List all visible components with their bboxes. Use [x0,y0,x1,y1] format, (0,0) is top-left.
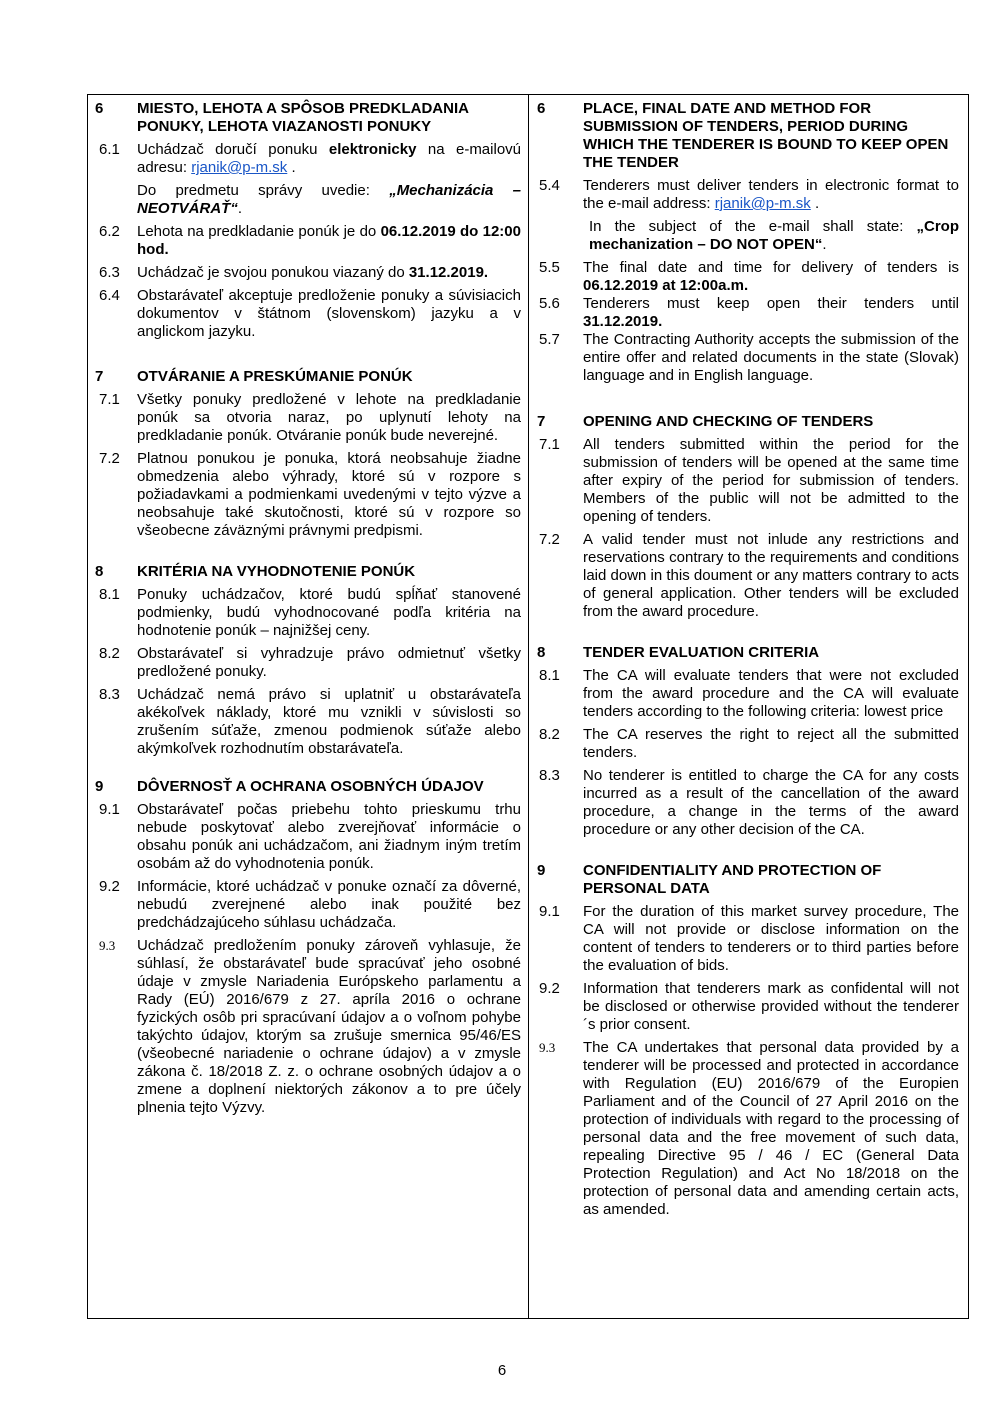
clause-8-2 [537,726,959,762]
clause-6-1 [95,141,521,177]
section-7-heading [95,368,521,386]
clause-8-1 [95,586,521,640]
section-9-heading [537,862,959,898]
clause-text: Informácie, ktoré uchádzač v ponuke označí za dôverné, nebudú zverejnené alebo inak použité bez predchádzajúceho súhlasu uchádzača. [137,878,521,931]
clause-number: 8.1 [99,586,120,603]
clause-number: 9.2 [99,878,120,895]
section-9-heading [95,778,521,796]
clause-text: The Contracting Authority accepts the submission of the entire offer and related documents in the state (Slovak) language and in English language. [583,331,959,384]
clause-number: 6.3 [99,264,120,281]
clause-text: All tenders submitted within the period for the submission of tenders will be opened at the same time after expiry of the period for submission of tenders. Members of the public will not be admitted to the opening of tenders. [583,436,959,525]
clause-number: 8.1 [539,667,560,684]
clause-text: Uchádzač je svojou ponukou viazaný do 31.12.2019. [137,264,489,281]
clause-number: 8.3 [99,686,120,703]
email-link[interactable]: rjanik@p-m.sk [191,159,288,176]
clause-number: 9.1 [539,903,560,920]
section-6-heading [95,100,521,136]
clause-number: 8.2 [99,645,120,662]
column-divider [528,94,529,1319]
section-number: 8 [95,563,104,580]
section-number: 6 [537,100,546,117]
clause-6-3 [95,264,521,282]
clause-7-1 [537,436,959,526]
clause-text: No tenderer is entitled to charge the CA for any costs incurred as a result of the cancellation of the award procedure, a change in the terms of the award procedure or any other decision of the CA. [583,767,959,838]
section-number: 9 [537,862,546,879]
section-number: 6 [95,100,104,117]
clause-number: 5.7 [539,331,560,348]
clause-text: For the duration of this market survey procedure, The CA will not provide or disclose information on the content of tenders to tenderers or to third parties before the evaluation of bids. [583,903,959,974]
clause-number: 8.3 [539,767,560,784]
clause-8-3 [537,767,959,839]
clause-text: Tenderers must deliver tenders in electronic format to the e-mail address: rjanik@p-m.sk . [583,177,959,212]
clause-text: Tenderers must keep open their tenders until 31.12.2019. [583,295,959,330]
clause-number: 9.3 [539,1040,556,1055]
section-7-heading [537,413,959,431]
clause-6-4 [95,287,521,341]
clause-number: 6.4 [99,287,120,304]
clause-5-6 [537,295,959,331]
clause-7-2 [95,450,521,540]
clause-text: A valid tender must not inlude any restrictions and reservations contrary to the requirements and conditions laid down in this doument or any matters contrary to acts of general application. Other tenders will be excluded from the award procedure. [583,531,960,620]
section-number: 7 [537,413,546,430]
section-number: 8 [537,644,546,661]
clause-number: 7.2 [539,531,560,548]
section-number: 9 [95,778,104,795]
clause-text: The CA undertakes that personal data provided by a tenderer will be processed and protected in accordance with Regulation (EU) 2016/679 of the Europien Parliament and of the Council of 27 April 2016 on the protection of individuals with regard to the processing of personal data and the free movement of such data, repealing Directive 95 / 46 / EC (General Data Protection Regulation) and Act No 18/2018 on the protection of personal data and amending certain acts, as amended. [583,1039,959,1218]
clause-9-3 [537,1039,959,1219]
clause-5-7 [537,331,959,385]
clause-text: Obstarávateľ si vyhradzuje právo odmietnuť všetky predložené ponuky. [137,645,521,680]
clause-8-2 [95,645,521,681]
clause-text: Information that tenderers mark as confidental will not be disclosed or otherwise provided without the tenderer´s prior consent. [583,980,959,1033]
clause-number: 7.2 [99,450,120,467]
section-6-heading [537,100,959,172]
clause-9-1 [537,903,959,975]
clause-9-2 [537,980,959,1034]
section-title: OPENING AND CHECKING OF TENDERS [583,413,874,430]
slovak-column [95,100,521,1117]
email-link[interactable]: rjanik@p-m.sk [714,195,811,212]
clause-7-2 [537,531,959,621]
clause-6-2 [95,223,521,259]
clause-number: 5.6 [539,295,560,312]
clause-5-4-subject: In the subject of the e-mail shall state: „Crop mechanization – DO NOT OPEN“. [589,218,959,253]
clause-6-1-subject: Do predmetu správy uvedie: „Mechanizácia – NEOTVÁRAŤ“. [137,182,522,217]
clause-number: 5.5 [539,259,560,276]
page-number: 6 [497,1362,507,1379]
section-number: 7 [95,368,104,385]
clause-text: Ponuky uchádzačov, ktoré budú spĺňať stanovené podmienky, budú vyhodnocované podľa kritéria na hodnotenie ponúk – najnižšej ceny. [137,586,521,639]
clause-number: 9.3 [99,938,116,953]
clause-text: The CA reserves the right to reject all the submitted tenders. [583,726,959,761]
clause-number: 9.2 [539,980,560,997]
clause-number: 7.1 [539,436,560,453]
section-title: CONFIDENTIALITY AND PROTECTION OF PERSONAL DATA [583,862,882,897]
clause-text: The CA will evaluate tenders that were not excluded from the award procedure and the CA will evaluate tenders according to the following criteria: lowest price [583,667,959,720]
clause-text: Uchádzač predložením ponuky zároveň vyhlasuje, že súhlasí, že obstarávateľ bude spracúvať jeho osobné údaje v zmysle Nariadenia Európskeho parlamentu a Rady (EÚ) 2016/679 z 27. apríla 2016 o ochrane fyzických osôb pri spracúvaní údajov a o voľnom pohybe takýchto údajov, ktorým sa zrušuje smernica 95/46/ES (všeobecné nariadenie o ochrane údajov) a v zmysle zákona č. 18/2018 Z. z. o ochrane osobných údajov a o zmene a doplnení niektorých zákonov a to pre účely plnenia tejto Výzvy. [137,937,521,1116]
section-title: DÔVERNOSŤ A OCHRANA OSOBNÝCH ÚDAJOV [137,778,484,795]
clause-number: 6.2 [99,223,120,240]
clause-9-1 [95,801,521,873]
clause-text: Platnou ponukou je ponuka, ktorá neobsahuje žiadne obmedzenia alebo výhrady, ktoré sú v rozpore s požiadavkami a podmienkami uvedenými v tejto výzve a neobsahuje také skutočnosti, ktoré sú v rozpore so všeobecne záväznými právnymi predpismi. [137,450,521,539]
clause-7-1 [95,391,521,445]
clause-9-2 [95,878,521,932]
clause-8-1 [537,667,959,721]
clause-text: Lehota na predkladanie ponúk je do 06.12.2019 do 12:00 hod. [137,223,521,258]
clause-8-3 [95,686,521,758]
clause-number: 5.4 [539,177,560,194]
section-title: OTVÁRANIE A PRESKÚMANIE PONÚK [137,368,413,385]
clause-text: Uchádzač nemá právo si uplatniť u obstarávateľa akékoľvek náklady, ktoré mu vznikli v súvislosti so zrušením súťaže, zmenou podmienok súťaže alebo akýmkoľvek rozhodnutím obstarávateľa. [137,686,521,757]
clause-text: Uchádzač doručí ponuku elektronicky na e-mailovú adresu: rjanik@p-m.sk . [137,141,522,176]
clause-text: Všetky ponuky predložené v lehote na predkladanie ponúk sa otvoria naraz, po uplynutí lehoty na predkladanie ponúk. Otváranie ponúk bude neverejné. [137,391,521,444]
clause-number: 9.1 [99,801,120,818]
clause-9-3 [95,937,521,1117]
english-column [537,100,959,1219]
section-title: KRITÉRIA NA VYHODNOTENIE PONÚK [137,563,416,580]
clause-number: 6.1 [99,141,120,158]
section-title: PLACE, FINAL DATE AND METHOD FOR SUBMISSION OF TENDERS, PERIOD DURING WHICH THE TENDERER IS BOUND TO KEEP OPEN THE TENDER [583,100,949,171]
section-title: TENDER EVALUATION CRITERIA [583,644,820,661]
clause-5-4 [537,177,959,213]
section-8-heading [537,644,959,662]
clause-5-5 [537,259,959,295]
clause-text: Obstarávateľ akceptuje predloženie ponuky a súvisiacich dokumentov v štátnom (slovenskom) jazyku a v anglickom jazyku. [137,287,521,340]
clause-text: Obstarávateľ počas priebehu tohto prieskumu trhu nebude poskytovať alebo zverejňovať informácie o obsahu ponúk ani uchádzačom, ani žiadnym iným tretím osobám až do vyhodnotenia ponúk. [137,801,521,872]
section-title: MIESTO, LEHOTA A SPÔSOB PREDKLADANIA PONUKY, LEHOTA VIAZANOSTI PONUKY [137,100,469,135]
clause-number: 7.1 [99,391,120,408]
clause-text: The final date and time for delivery of tenders is 06.12.2019 at 12:00a.m. [583,259,959,294]
section-8-heading [95,563,521,581]
clause-number: 8.2 [539,726,560,743]
